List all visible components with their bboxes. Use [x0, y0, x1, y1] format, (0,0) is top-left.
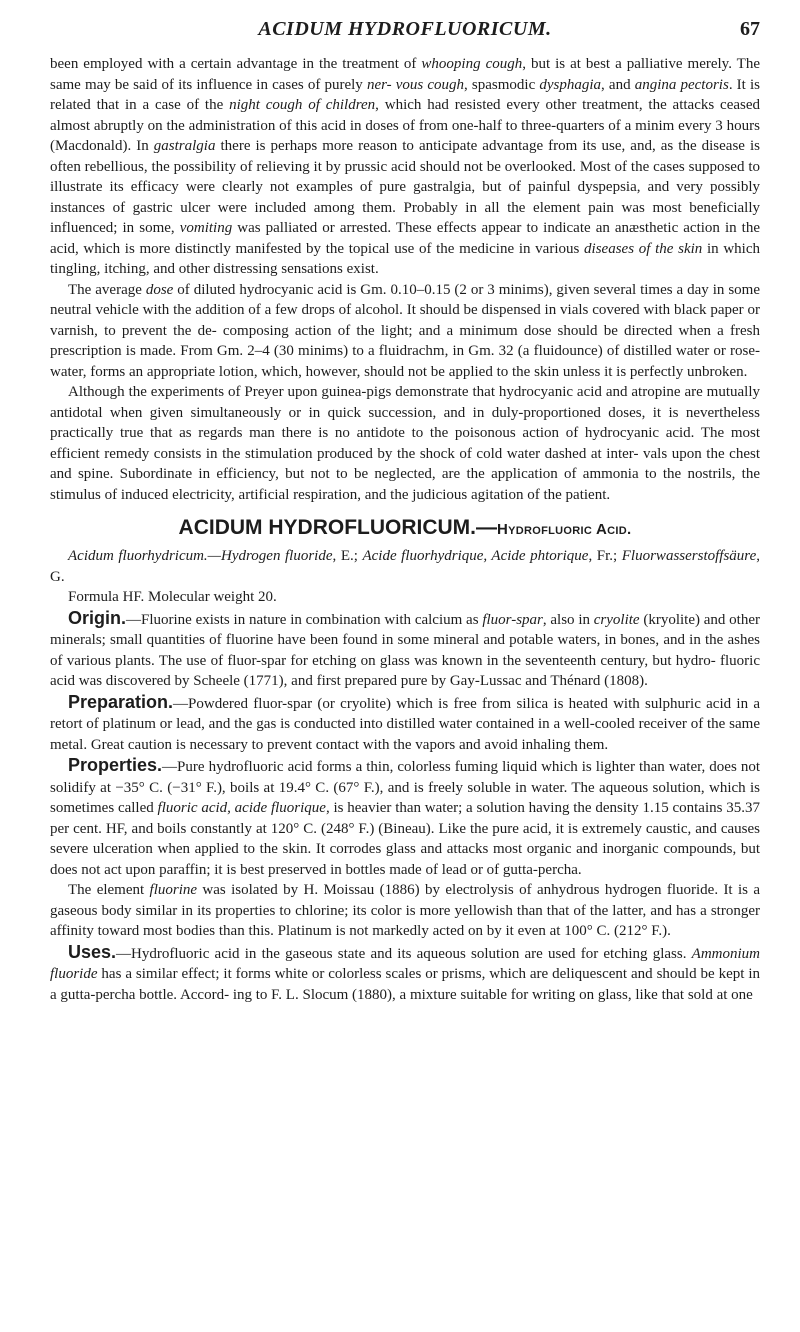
text-run: there is perhaps more reason to anticipate advantage from its use, and, as the disease is often rebellious, the possibility of relieving it by prussic acid should not be overlooked. Most of the cases supposed to illustrate its efficacy were clearly not examples of pure gastralgia, but of painful dyspepsia, and very possibly instances of gastric ulcer were included among them. Probably in all the element pain was most beneficially influenced; in some,: [50, 138, 760, 236]
italic-run: Acide fluorhydrique, Acide phtorique: [362, 548, 589, 564]
text-run: , E.;: [332, 548, 363, 564]
text-run: , but is at best a palliative merely. The same may be said of its influence in cases of purely: [50, 56, 760, 93]
italic-run: dose: [145, 281, 174, 298]
section-dash: —: [476, 516, 498, 539]
paragraph-fluorine: [50, 880, 760, 942]
properties-heading: Properties.: [68, 755, 163, 775]
text-run: been employed with a certain advantage in the treatment of: [50, 56, 422, 72]
page-number: 67: [740, 18, 760, 40]
text-run: (kryolite) and other minerals; small quantities of fluorine have been found in some mineral and potable waters, in bones, and in the ashes of various plants. The use of fluor-spar for etching on glass was known in the seventeenth century, but hydro- fluoric acid was discovered by Scheele (1771), and first prepared pure by Gay-Lussac and Thénard (1808).: [50, 611, 760, 689]
text-run: of diluted hydrocyanic acid is Gm. 0.10–0.15 (2 or 3 minims), given several times a day in some neutral vehicle with the addition of a few drops of alcohol. It should be dispensed in vials covered with black paper or varnish, to prevent the de- composing action of the light; and a minimum dose should be directed when a fresh prescription is made. From Gm. 2–4 (30 minims) to a fluidrachm, in Gm. 32 (a fluidounce) of distilled water or rose-water, forms an appropriate lotion, which, however, should not be applied to the skin unless it is perfectly unbroken.: [50, 281, 761, 380]
text-run: was palliated or arrested. These effects appear to indicate an anæsthetic action in the acid, which is more distinctly manifested by the topical use of the medicine in various: [50, 220, 761, 257]
italic-run: cryolite: [593, 611, 640, 628]
italic-run: whooping cough: [421, 56, 523, 72]
text-run: , G.: [50, 548, 760, 585]
italic-run: gastralgia: [153, 138, 216, 154]
text-run: . It is related that in a case of the: [50, 76, 760, 113]
italic-run: Fluorwasserstoffsäure: [621, 548, 757, 564]
preparation-heading: Preparation.: [68, 691, 174, 712]
running-title: ACIDUM HYDROFLUORICUM.: [258, 18, 552, 40]
section-subtitle: Hydrofluoric Acid.: [497, 521, 632, 538]
italic-run: fluorine: [149, 882, 198, 898]
paragraph-properties: [50, 755, 760, 880]
text-run: , and: [601, 76, 635, 93]
italic-run: dysphagia: [539, 76, 602, 93]
paragraph-uses: [50, 942, 760, 1006]
text-run: —Pure hydrofluoric acid forms a thin, colorless fuming liquid which is lighter than water, does not solidify at −35° C. (−31° F.), boils at 19.4° C. (67° F.), and is freely soluble in water. The aqueous solution, which is sometimes called: [50, 759, 760, 816]
text-run: , also in: [542, 611, 594, 628]
italic-run: fluoric acid, acide fluorique: [157, 800, 326, 816]
italic-run: diseases of the skin: [584, 240, 703, 257]
paragraph-antidote: Although the experiments of Preyer upon guinea-pigs demonstrate that hydrocyanic acid and atropine are mutually antidotal when given simultaneously or in quick succession, and in duly-proportioned doses, it is nevertheless practically true that as regards man there is no antidote to the poisonous action of hydrocyanic acid. The most efficient remedy consists in the stimulation produced by the shock of cold water dashed at inter- vals upon the chest and spine. Subordinate in efficiency, but not to be neglected, are the application of ammonia to the nostrils, the stimulus of induced electricity, artificial respiration, and the judicious agitation of the patient.: [50, 384, 760, 503]
text-run: in which tingling, itching, and other distressing sensations exist.: [50, 240, 760, 277]
italic-run: Ammonium fluoride: [50, 945, 760, 982]
italic-run: Acidum fluorhydricum.—Hydrogen fluoride: [68, 548, 333, 564]
section-heading: [50, 514, 760, 544]
running-head: [50, 18, 760, 48]
text-run: —Powdered fluor-spar (or cryolite) which is free from silica is heated with sulphuric acid in a retort of platinum or lead, and the gas is conducted into distilled water contained in a well-cooled receiver of the same metal. Great caution is necessary to prevent contact with the vapors and avoid inhaling them.: [50, 695, 760, 753]
italic-run: fluor-spar: [482, 611, 543, 628]
italic-run: night cough of children: [229, 97, 376, 113]
uses-heading: Uses.: [68, 941, 117, 962]
formula-line: Formula HF. Molecular weight 20.: [68, 589, 277, 605]
italic-run: angina pectoris: [634, 76, 729, 93]
text-run: , is heavier than water; a solution having the density 1.15 contains 35.37 per cent. HF, and boils constantly at 120° C. (248° F.) (Bineau). Like the pure acid, it is extremely caustic, and causes severe ulceration when applied to the skin. It corrodes glass and attacks most organic and inorganic compounds, but does not act upon paraffin; it is best preserved in bottles made of lead or of gutta-percha.: [50, 800, 760, 878]
text-run: was isolated by H. Moissau (1886) by electrolysis of anhydrous hydrogen fluoride. It is a gaseous body similar in its properties to chlorine; its color is more yellowish than that of the latter, and has a stronger affinity toward most bodies than this. Platinum is not markedly acted on by it even at 100° C. (212° F.).: [50, 882, 761, 939]
section-title-main: ACIDUM HYDROFLUORICUM.: [178, 516, 477, 539]
text-run: The element: [68, 882, 150, 898]
synonyms-paragraph: [50, 546, 760, 587]
paragraph-preparation: [50, 692, 760, 756]
italic-run: vomiting: [179, 220, 233, 236]
text-run: —Fluorine exists in nature in combination with calcium as: [126, 611, 483, 628]
text-run: The average: [68, 281, 146, 298]
italic-run: ner- vous cough: [366, 76, 465, 93]
origin-heading: Origin.: [68, 607, 126, 628]
text-run: , which had resisted every other treatment, the attacks ceased almost abruptly on the administration of this acid in doses of from one-half to three-quarters of a minim every 3 hours (Macdonald). In: [50, 97, 760, 154]
page-body: [50, 54, 760, 1005]
paragraph-whooping-cough: [50, 54, 760, 280]
text-run: , spasmodic: [464, 76, 540, 93]
paragraph-origin: [50, 608, 760, 692]
text-run: —Hydrofluoric acid in the gaseous state and its aqueous solution are used for etching glass.: [116, 945, 692, 962]
text-run: has a similar effect; it forms white or colorless scales or prisms, which are deliquescent and should be kept in a gutta-percha bottle. Accord- ing to F. L. Slocum (1880), a mixture suitable for writing on glass, like that sold at one: [50, 966, 760, 1003]
text-run: , Fr.;: [588, 548, 622, 564]
paragraph-dose: [50, 280, 760, 383]
